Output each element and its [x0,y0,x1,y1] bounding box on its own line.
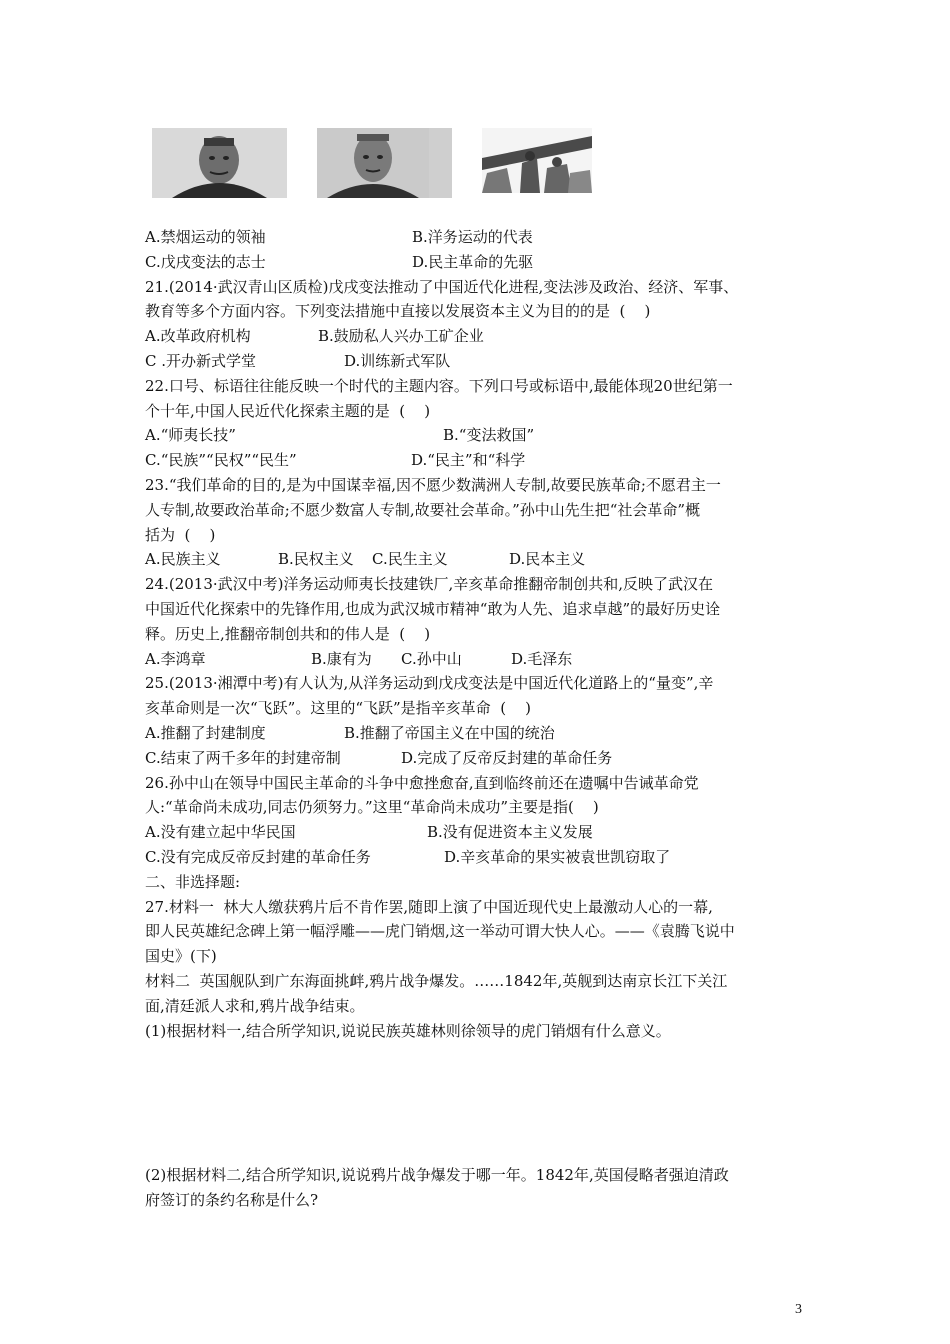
q23-option-d: D.民本主义 [509,550,586,569]
page-number: 3 [795,1302,802,1317]
q26-stem-line1: 26.孙中山在领导中国民主革命的斗争中愈挫愈奋,直到临终前还在遗嘱中告诫革命党 [145,773,699,792]
q25-option-b: B.推翻了帝国主义在中国的统治 [344,723,555,742]
q26-option-c: C.没有完成反帝反封建的革命任务 [145,847,371,866]
q22-option-c: C.“民族”“民权”“民生” [145,451,297,470]
q21-option-c: C .开办新式学堂 [145,351,257,370]
q23-option-a: A.民族主义 [145,550,221,569]
q25-options-row2 [145,746,813,771]
q22-option-a: A.“师夷长技” [145,426,236,445]
q24-stem-line1: 24.(2013·武汉中考)洋务运动师夷长技建铁厂,辛亥革命推翻帝制创共和,反映了武汉在 [145,575,714,594]
q23-stem-line1: 23.“我们革命的目的,是为中国谋幸福,因不愿少数满洲人专制,故要民族革命;不愿君主一 [145,475,721,494]
q23-options [145,547,813,572]
q25-option-a: A.推翻了封建制度 [145,723,266,742]
q24-options [145,647,813,672]
q20-options-row1 [145,225,813,250]
q20-option-a: A.禁烟运动的领袖 [145,228,266,246]
q24-option-c: C.孙中山 [401,649,462,668]
q23-stem-line2: 人专制,故要政治革命;不愿少数富人专制,故要社会革命。”孙中山先生把“社会革命”概 [145,500,701,519]
q22-options-row2 [145,448,813,473]
q27-material2-line2: 面,清廷派人求和,鸦片战争结束。 [145,996,365,1015]
q24-stem-line2: 中国近代化探索中的先锋作用,也成为武汉城市精神“敢为人先、追求卓越”的最好历史诠 [145,599,721,618]
figure-row [152,128,592,198]
q20-option-d: D.民主革命的先驱 [412,252,534,271]
q22-stem-line1: 22.口号、标语往往能反映一个时代的主题内容。下列口号或标语中,最能体现20世纪第一 [145,376,733,395]
q22-stem-line2: 个十年,中国人民近代化探索主题的是 ( ) [145,401,431,420]
q26-stem-line2: 人:“革命尚未成功,同志仍须努力。”这里“革命尚未成功”主要是指( ) [145,798,599,817]
q27-subquestion-2-line2: 府签订的条约名称是什么? [145,1191,319,1210]
q20-option-c: C.戊戌变法的志士 [145,252,266,271]
q21-options-row2 [145,349,813,374]
q25-stem-line2: 亥革命则是一次“飞跃”。这里的“飞跃”是指辛亥革命 ( ) [145,699,531,718]
portrait-photo-2 [317,128,452,198]
q21-stem-line2: 教育等多个方面内容。下列变法措施中直接以发展资本主义为目的的是 ( ) [145,302,651,321]
q26-option-d: D.辛亥革命的果实被袁世凯窃取了 [444,847,671,866]
q26-option-b: B.没有促进资本主义发展 [427,823,593,842]
q22-option-d: D.“民主”和“科学 [411,451,526,470]
q22-options-row1 [145,423,813,448]
q24-option-d: D.毛泽东 [511,649,573,668]
portrait-photo-1 [152,128,287,198]
q24-stem-line3: 释。历史上,推翻帝制创共和的伟人是 ( ) [145,624,431,643]
q25-stem-line1: 25.(2013·湘潭中考)有人认为,从洋务运动到戊戌变法是中国近代化道路上的“量变”,辛 [145,674,714,693]
q21-stem-line1: 21.(2014·武汉青山区质检)戊戌变法推动了中国近代化进程,变法涉及政治、经济、军事、 [145,277,739,296]
q27-subquestion-2-line1: (2)根据材料二,结合所学知识,说说鸦片战争爆发于哪一年。1842年,英国侵略者强迫清政 [145,1166,729,1185]
question-content [145,225,813,1213]
q23-option-b: B.民权主义 [278,550,354,569]
q27-material1-line1: 27.材料一 林大人缴获鸦片后不肯作罢,随即上演了中国近现代史上最激动人心的一幕, [145,897,713,916]
q27-material2-line1: 材料二 英国舰队到广东海面挑衅,鸦片战争爆发。……1842年,英舰到达南京长江下关江 [145,971,728,990]
q26-option-a: A.没有建立起中华民国 [145,823,296,842]
q23-stem-line3: 括为 ( ) [145,525,216,544]
q21-option-a: A.改革政府机构 [145,327,251,346]
q21-options-row1 [145,324,813,349]
q26-options-row2 [145,845,813,870]
section-heading: 二、非选择题: [145,872,241,891]
q25-options-row1 [145,721,813,746]
q25-option-d: D.完成了反帝反封建的革命任务 [401,748,613,767]
q27-material1-line3: 国史》(下) [145,947,217,966]
q20-option-b: B.洋务运动的代表 [412,228,533,246]
answer-space [145,1043,813,1163]
q26-options-row1 [145,820,813,845]
q25-option-c: C.结束了两千多年的封建帝制 [145,748,341,767]
q24-option-a: A.李鸿章 [145,649,206,668]
q21-option-b: B.鼓励私人兴办工矿企业 [318,327,484,346]
q21-option-d: D.训练新式军队 [344,351,451,370]
q23-option-c: C.民生主义 [372,550,448,569]
q20-options-row2 [145,250,813,275]
q22-option-b: B.“变法救国” [443,426,535,445]
engraving-illustration [482,128,592,198]
q24-option-b: B.康有为 [311,649,372,668]
q27-subquestion-1: (1)根据材料一,结合所学知识,说说民族英雄林则徐领导的虎门销烟有什么意义。 [145,1021,671,1040]
q27-material1-line2: 即人民英雄纪念碑上第一幅浮雕——虎门销烟,这一举动可谓大快人心。——《袁腾飞说中 [145,922,735,941]
